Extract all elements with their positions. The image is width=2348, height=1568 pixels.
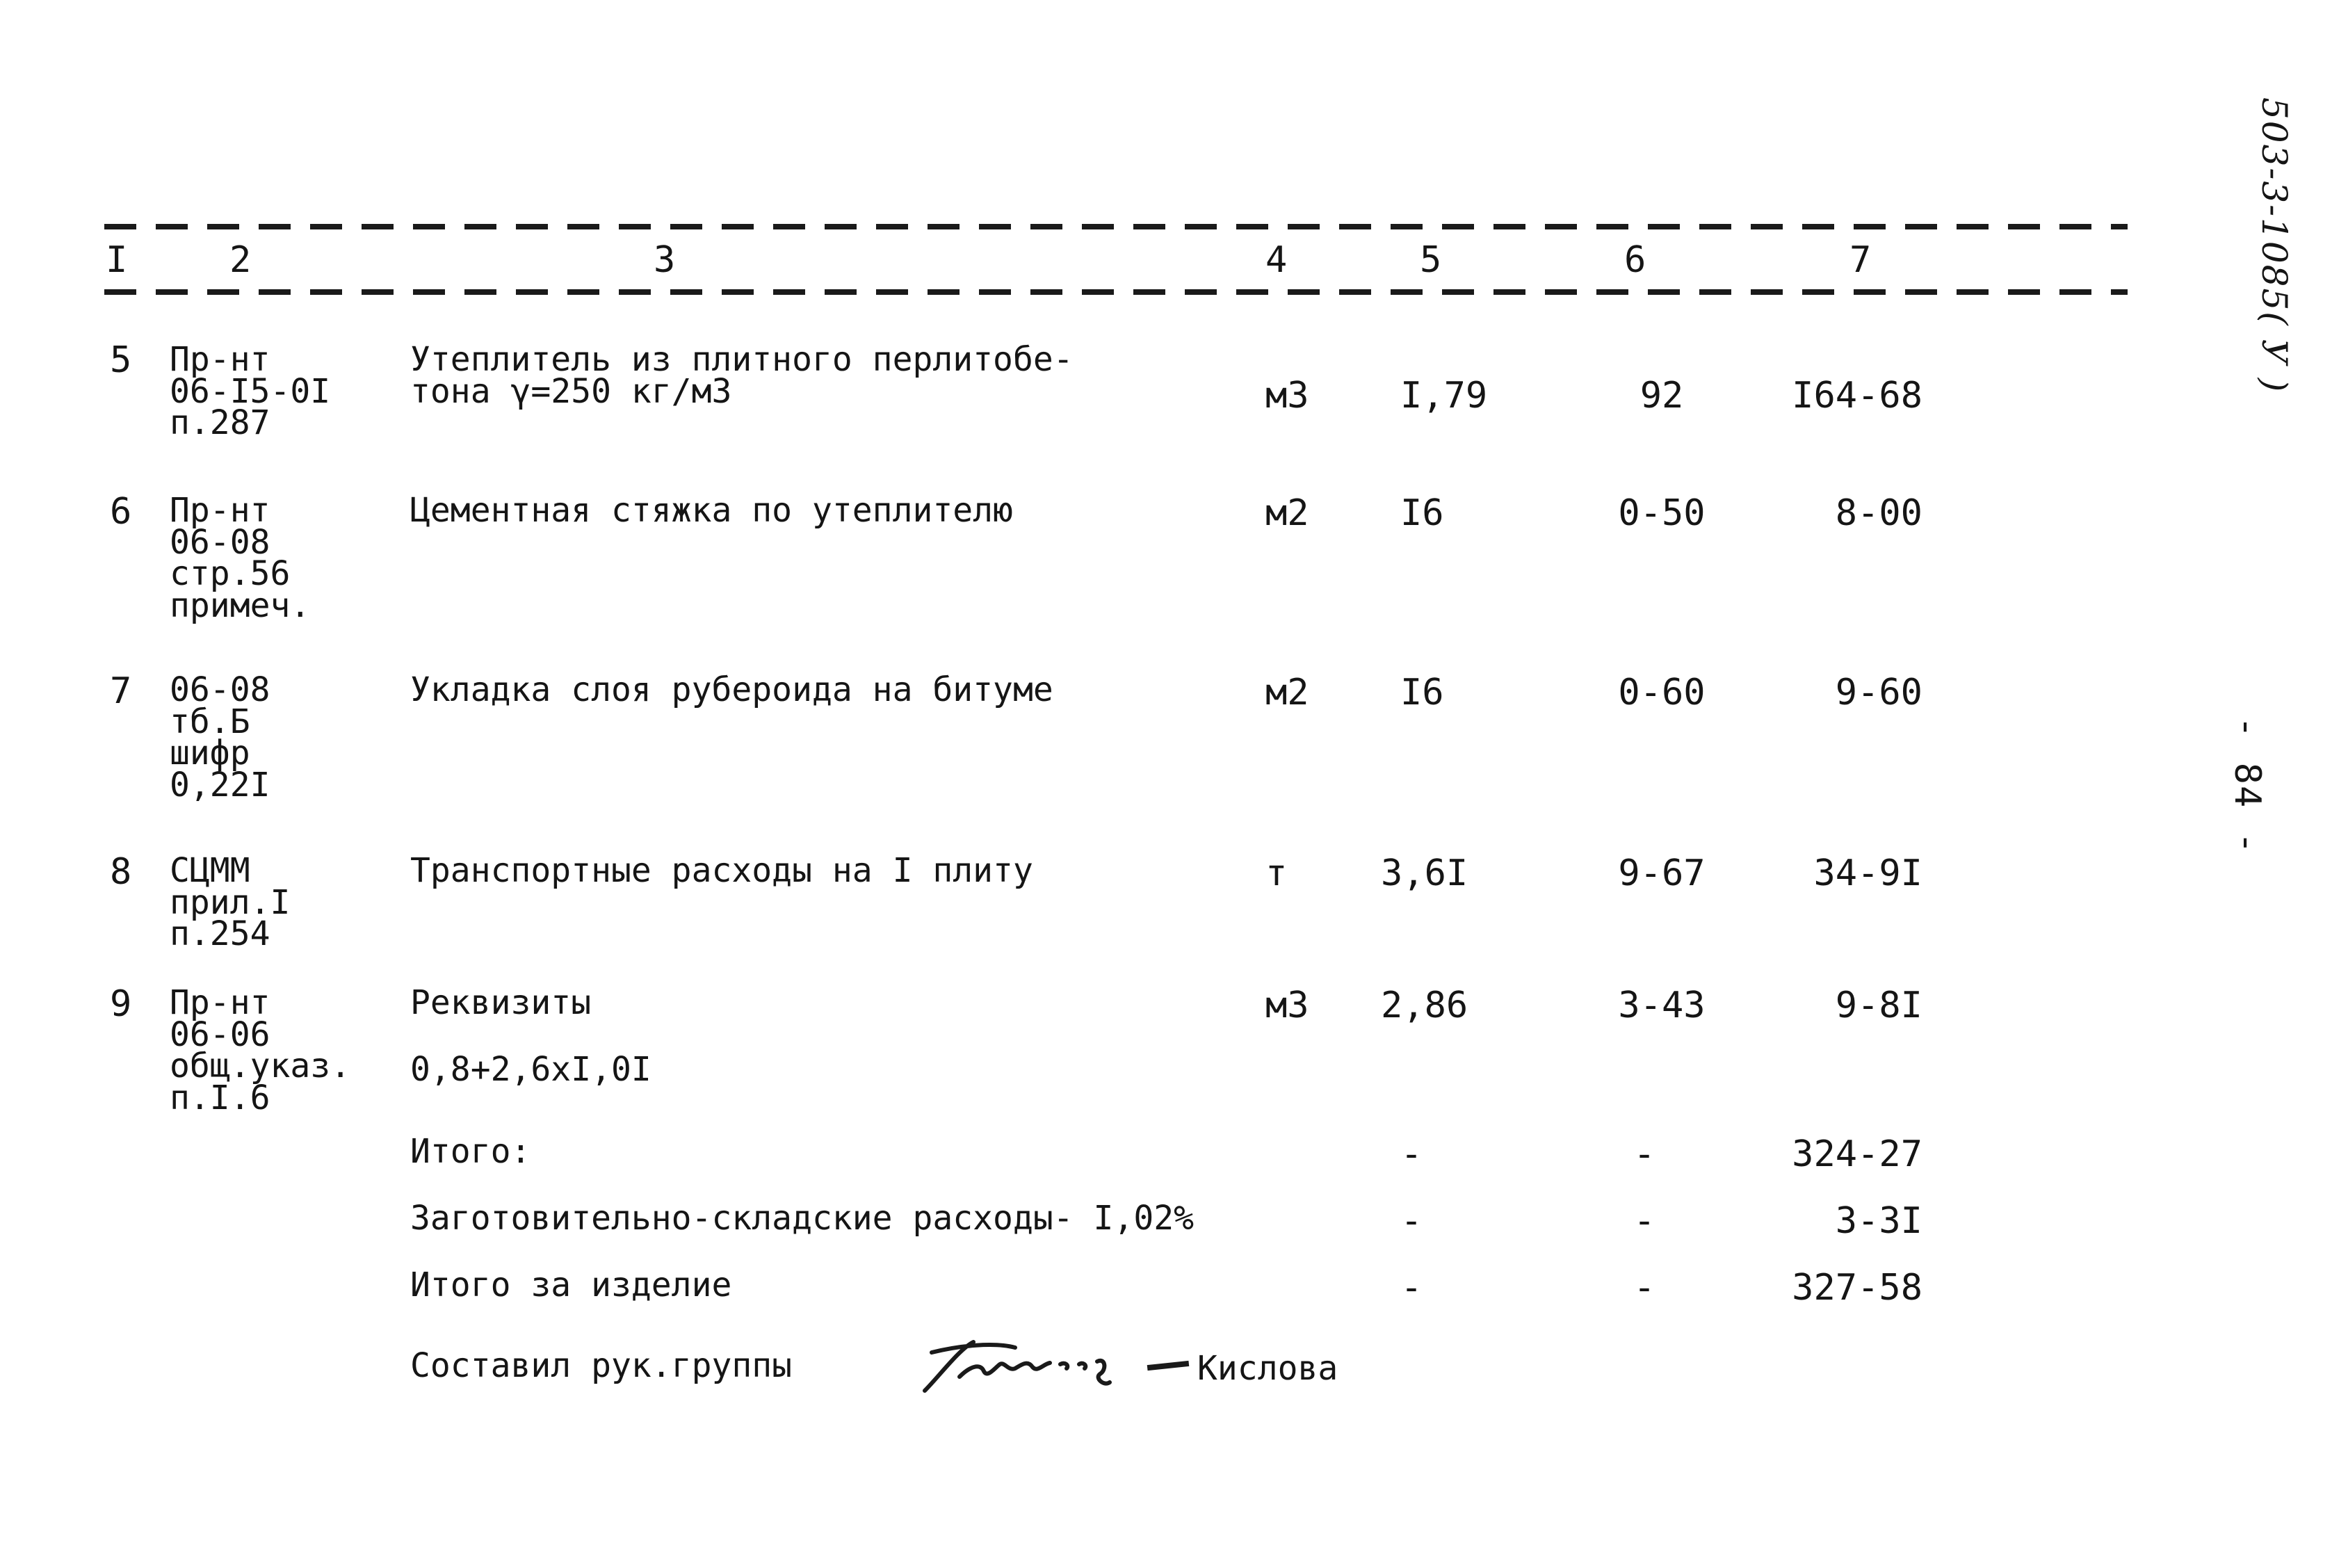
row-unit: м3 [1265, 985, 1309, 1026]
col-header-7: 7 [1849, 239, 1872, 281]
row-number: 8 [110, 851, 132, 893]
row-sum: I64-68 [1792, 375, 1922, 417]
row-number: 5 [110, 339, 132, 381]
row-price: 0-50 [1618, 492, 1706, 534]
col-header-1: I [106, 239, 128, 281]
total-price: - [1633, 1133, 1655, 1175]
total-sum: 3-3I [1835, 1200, 1922, 1242]
total-sum: 327-58 [1792, 1267, 1922, 1309]
row-sum: 34-9I [1813, 852, 1922, 894]
row-price: 0-60 [1618, 672, 1706, 713]
header-rule-bottom [104, 289, 2128, 295]
row-number: 7 [110, 670, 132, 712]
row-unit: м2 [1265, 492, 1309, 534]
signature-label: Составил рук.группы [410, 1346, 793, 1385]
col-header-6: 6 [1624, 239, 1646, 281]
row-qty: 3,6I [1381, 852, 1468, 894]
total-price: - [1633, 1200, 1655, 1242]
formula-text: 0,8+2,6хI,0I [410, 1050, 651, 1089]
col-header-2: 2 [229, 239, 252, 281]
row-name: Цементная стяжка по утеплителю [410, 491, 1013, 530]
document-code: 503-3-1085( У ) [2254, 97, 2294, 394]
total-label: Итого за изделие [410, 1266, 732, 1304]
col-header-5: 5 [1420, 239, 1442, 281]
row-qty: 2,86 [1381, 985, 1468, 1026]
total-label: Заготовительно-складские расходы- I,02% [410, 1199, 1195, 1238]
row-code: 06-08 тб.Б шифр 0,22I [170, 670, 270, 805]
row-code: Пр-нт 06-I5-0I п.287 [170, 340, 331, 443]
page-number: - 84 - [2226, 716, 2268, 855]
col-header-4: 4 [1265, 239, 1288, 281]
total-qty: - [1400, 1267, 1423, 1309]
row-qty: I6 [1400, 672, 1444, 713]
row-code: Пр-нт 06-08 стр.56 примеч. [170, 491, 311, 625]
row-unit: т [1265, 852, 1288, 894]
col-header-3: 3 [654, 239, 676, 281]
row-qty: I,79 [1400, 375, 1488, 417]
total-sum: 324-27 [1792, 1133, 1922, 1175]
total-label: Итого: [410, 1132, 531, 1171]
header-rule-top [104, 224, 2128, 229]
row-code: СЦММ прил.I п.254 [170, 851, 291, 954]
row-number: 9 [110, 983, 132, 1025]
total-qty: - [1400, 1200, 1423, 1242]
row-code: Пр-нт 06-06 общ.указ. п.I.6 [170, 983, 351, 1117]
row-number: 6 [110, 491, 132, 533]
row-qty: I6 [1400, 492, 1444, 534]
total-qty: - [1400, 1133, 1423, 1175]
row-price: 3-43 [1618, 985, 1706, 1026]
row-price: 92 [1639, 375, 1684, 417]
row-sum: 9-8I [1835, 985, 1922, 1026]
row-price: 9-67 [1618, 852, 1706, 894]
row-name: Утеплитель из плитного перлитобе- тона γ=250 кг/м3 [410, 340, 1074, 411]
handwritten-signature [918, 1328, 1154, 1405]
row-name: Реквизиты [410, 983, 592, 1022]
row-name: Укладка слоя рубероида на битуме [410, 670, 1053, 709]
signer-name: Кислова [1197, 1349, 1338, 1388]
row-sum: 8-00 [1835, 492, 1922, 534]
row-name: Транспортные расходы на I плиту [410, 851, 1033, 890]
row-unit: м2 [1265, 672, 1309, 713]
row-sum: 9-60 [1835, 672, 1922, 713]
row-unit: м3 [1265, 375, 1309, 417]
total-price: - [1633, 1267, 1655, 1309]
